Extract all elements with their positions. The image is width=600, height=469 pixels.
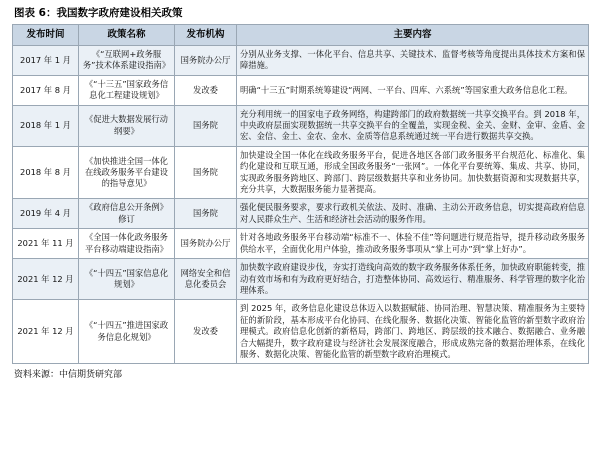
table-header-row	[13, 25, 589, 46]
table-row	[13, 300, 589, 364]
figure-title: 图表 6：我国数字政府建设相关政策	[14, 7, 183, 19]
cell-policy-name: 《促进大数据发展行动纲要》	[79, 105, 175, 146]
table-row	[13, 146, 589, 199]
table-row	[13, 75, 589, 105]
cell-org: 网络安全和信息化委员会	[175, 259, 237, 300]
cell-org: 国务院	[175, 199, 237, 229]
cell-org: 国务院办公厅	[175, 46, 237, 76]
cell-date: 2017 年 8 月	[13, 75, 79, 105]
cell-date: 2018 年 8 月	[13, 146, 79, 199]
cell-org: 发改委	[175, 75, 237, 105]
column-header-content: 主要内容	[237, 25, 589, 46]
table-row	[13, 229, 589, 259]
table-row	[13, 199, 589, 229]
cell-content: 针对各地政务服务平台移动端“标准不一、体验不佳”等问题进行规范指导，提升移动政务服务供给水平，全面优化用户体验，推动政务服务事项从“掌上可办”到“掌上好办”。	[237, 229, 589, 259]
cell-content: 强化便民服务要求，要求行政机关依法、及时、准确、主动公开政务信息，切实提高政府信息对人民群众生产、生活和经济社会活动的服务作用。	[237, 199, 589, 229]
cell-org: 国务院办公厅	[175, 229, 237, 259]
column-header-date: 发布时间	[13, 25, 79, 46]
cell-org: 发改委	[175, 300, 237, 364]
cell-content: 加快建设全国一体化在线政务服务平台，促进各地区各部门政务服务平台规范化、标准化、集约化建设和互联互通，形成全国政务服务“一张网”。一体化平台要统筹、集成、共享、协同，实现政务服务跨地区、跨部门、跨层级数据共享和业务协同。加快数据资源和实现数据共享，充分共享，大数据服务能力显著提高。	[237, 146, 589, 199]
cell-date: 2017 年 1 月	[13, 46, 79, 76]
cell-content: 充分利用统一的国家电子政务网络，构建跨部门的政府数据统一共享交换平台。到 2018 年，中央政府层面实现数据统一共享交换平台的全覆盖，实现金税、金关、金财、金审、金盾、金宏、金信、金土、金农、金水、金质等信息系统通过统一平台进行数据共享交换。	[237, 105, 589, 146]
cell-org: 国务院	[175, 105, 237, 146]
cell-policy-name: 《“十四五”国家信息化规划》	[79, 259, 175, 300]
cell-content: 到 2025 年，政务信息化建设总体迈入以数据赋能、协同治理、智慧决策、精准服务为主要特征的新阶段，基本形成平台化协同、在线化服务、数据化决策、智能化监管的新型数字政府治理模式。政府信息化创新的新格局，跨部门、跨地区、跨层级的技术融合、数据融合、业务融合大幅提升，数字政府建设与经济社会发展深度融合，形成成熟完备的数据治理体系，在线化服务、数据化决策、智能化监管的新型数字政府治理模式。	[237, 300, 589, 364]
table-row	[13, 46, 589, 76]
cell-policy-name: 《“十三五”国家政务信息化工程建设规划》	[79, 75, 175, 105]
cell-content: 加快数字政府建设步伐，夯实打造线向高效的数字政务服务体系任务，加快政府职能转变，推动有效市场和有为政府更好结合，打造整体协同、高效运行、精准服务、科学管理的数字化治理体系。	[237, 259, 589, 300]
cell-policy-name: 《“互联网+政务服务”技术体系建设指南》	[79, 46, 175, 76]
table-row	[13, 105, 589, 146]
column-header-name: 政策名称	[79, 25, 175, 46]
source-note: 资料来源：中信期货研究部	[14, 370, 123, 381]
cell-content: 明确“十三五”时期系统筹建设“两网、一平台、四库、六系统”等国家重大政务信息化工程。	[237, 75, 589, 105]
cell-org: 国务院	[175, 146, 237, 199]
cell-policy-name: 《加快推进全国一体化在线政务服务平台建设的指导意见》	[79, 146, 175, 199]
cell-policy-name: 《政府信息公开条例》修订	[79, 199, 175, 229]
table-row	[13, 259, 589, 300]
cell-content: 分别从业务支撑、一体化平台、信息共享、关键技术、监督考核等角度提出具体技术方案和保障措施。	[237, 46, 589, 76]
cell-date: 2021 年 12 月	[13, 300, 79, 364]
cell-date: 2021 年 11 月	[13, 229, 79, 259]
cell-date: 2021 年 12 月	[13, 259, 79, 300]
cell-policy-name: 《“十四五”推进国家政务信息化规划》	[79, 300, 175, 364]
cell-policy-name: 《全国一体化政务服务平台移动端建设指南》	[79, 229, 175, 259]
cell-date: 2018 年 1 月	[13, 105, 79, 146]
cell-date: 2019 年 4 月	[13, 199, 79, 229]
column-header-org: 发布机构	[175, 25, 237, 46]
policy-table	[12, 24, 589, 364]
